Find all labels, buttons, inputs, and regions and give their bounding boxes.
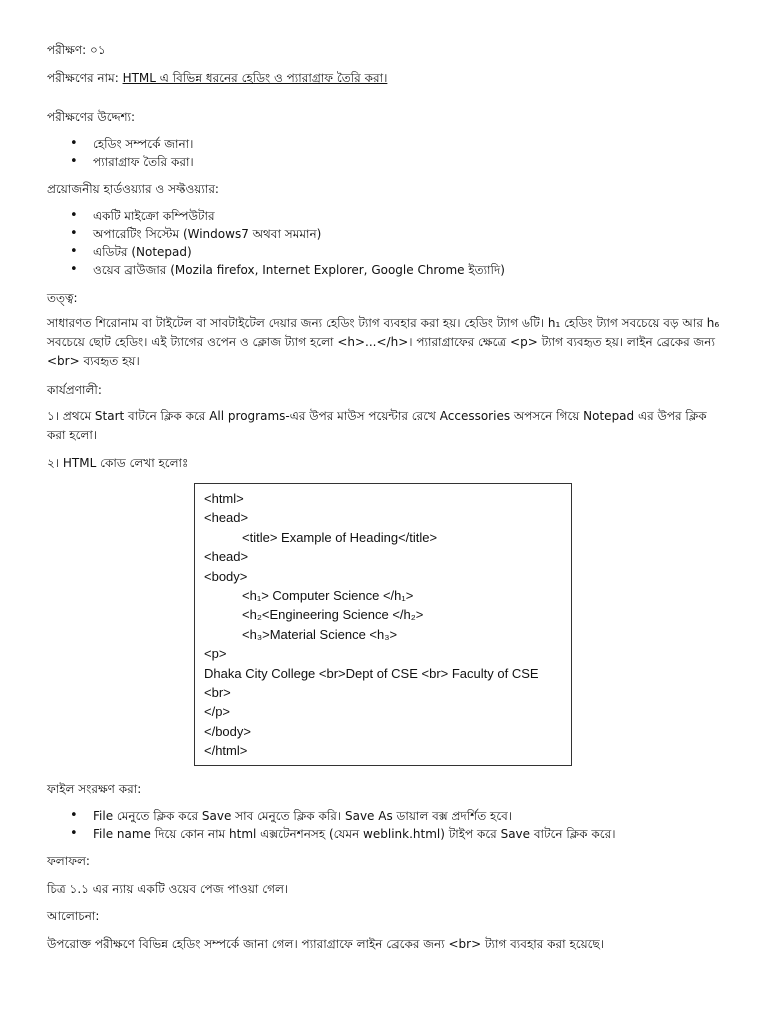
code-line: <title> Example of Heading</title> — [242, 529, 438, 545]
code-line: <h₂<Engineering Science </h₂> — [242, 607, 424, 623]
code-line: <h₃>Material Science <h₃> — [242, 626, 398, 642]
procedure-step-2: ২। HTML কোড লেখা হলোঃ — [47, 456, 189, 470]
list-item: • File মেনুতে ক্লিক করে Save সাব মেনুতে ক্লিক করি। Save As ডায়াল বক্স প্রদর্শিত হবে। — [70, 807, 616, 825]
file-save-list — [70, 807, 616, 843]
code-line: Dhaka City College <br>Dept of CSE <br> Faculty of CSE — [204, 665, 539, 681]
experiment-name-label: পরীক্ষণের নাম: — [47, 71, 123, 85]
code-line: <html> — [204, 491, 244, 506]
result-heading: ফলাফল: — [47, 854, 90, 868]
discussion-heading: আলোচনা: — [47, 909, 100, 923]
code-box — [194, 483, 572, 766]
theory-text: সাধারণত শিরোনাম বা টাইটেল বা সাবটাইটেল দেয়ার জন্য হেডিং ট্যাগ ব্যবহার করা হয়। হেডিং ট্যাগ ৬টি। h₁ হেডিং ট্যাগ সবচেয়ে বড় আর h₆ সবচেয়ে ছোট হেডিং। এই ট্যাগের ওপেন ও ক্লোজ ট্যাগ হলো <h>...</h>। প্যারাগ্রাফের ক্ষেত্রে <p> ট্যাগ ব্যবহৃত হয়। লাইন ব্রেকের জন্য <br> ব্যবহৃত হয়। — [47, 316, 720, 368]
procedure-heading: কার্যপ্রণালী: — [47, 383, 102, 397]
list-item: • অপারেটিং সিস্টেম (Windows7 অথবা সমমান) — [70, 225, 505, 243]
experiment-name-value: HTML এ বিভিন্ন ধরনের হেডিং ও প্যারাগ্রাফ তৈরি করা। — [122, 71, 388, 85]
code-line: </html> — [204, 743, 248, 759]
code-line: </p> — [204, 704, 231, 720]
code-line: <p> — [204, 646, 227, 662]
objective-list — [70, 135, 194, 171]
code-line: <body> — [204, 568, 248, 584]
list-item: • ওয়েব ব্রাউজার (Mozila firefox, Internet Explorer, Google Chrome ইত্যাদি) — [70, 261, 505, 279]
code-line: <head> — [204, 549, 249, 565]
list-item: • একটি মাইক্রো কম্পিউটার — [70, 207, 505, 225]
list-item: • প্যারাগ্রাফ তৈরি করা। — [70, 153, 194, 171]
list-item: • File name দিয়ে কোন নাম html এক্সটেনশনসহ (যেমন weblink.html) টাইপ করে Save বাটনে ক্লিক করে। — [70, 825, 616, 843]
theory-heading: তত্ত্ব: — [47, 291, 78, 305]
requirements-list — [70, 207, 505, 279]
code-line: <h₁> Computer Science </h₁> — [242, 587, 414, 603]
objective-heading: পরীক্ষণের উদ্দেশ্য: — [47, 110, 136, 124]
experiment-number: পরীক্ষণ: ০১ — [47, 43, 106, 57]
procedure-step-1: ১। প্রথমে Start বাটনে ক্লিক করে All programs-এর উপর মাউস পয়েন্টার রেখে Accessories অপসনে গিয়ে Notepad এর উপর ক্লিক করা হলো। — [47, 409, 707, 442]
code-line: <br> — [204, 684, 231, 700]
code-line: </body> — [204, 723, 251, 739]
list-item: • হেডিং সম্পর্কে জানা। — [70, 135, 194, 153]
list-item: • এডিটর (Notepad) — [70, 243, 505, 261]
result-text: চিত্র ১.১ এর ন্যায় একটি ওয়েব পেজ পাওয়া গেল। — [47, 882, 289, 896]
requirements-heading: প্রয়োজনীয় হার্ডওয়্যার ও সফ্টওয়্যার: — [47, 182, 219, 196]
code-line: <head> — [204, 510, 249, 526]
file-save-heading: ফাইল সংরক্ষণ করা: — [47, 782, 142, 796]
discussion-text: উপরোক্ত পরীক্ষণে বিভিন্ন হেডিং সম্পর্কে জানা গেল। প্যারাগ্রাফে লাইন ব্রেকের জন্য <br> ট্যাগ ব্যবহার করা হয়েছে। — [47, 937, 605, 951]
experiment-name — [47, 70, 387, 86]
